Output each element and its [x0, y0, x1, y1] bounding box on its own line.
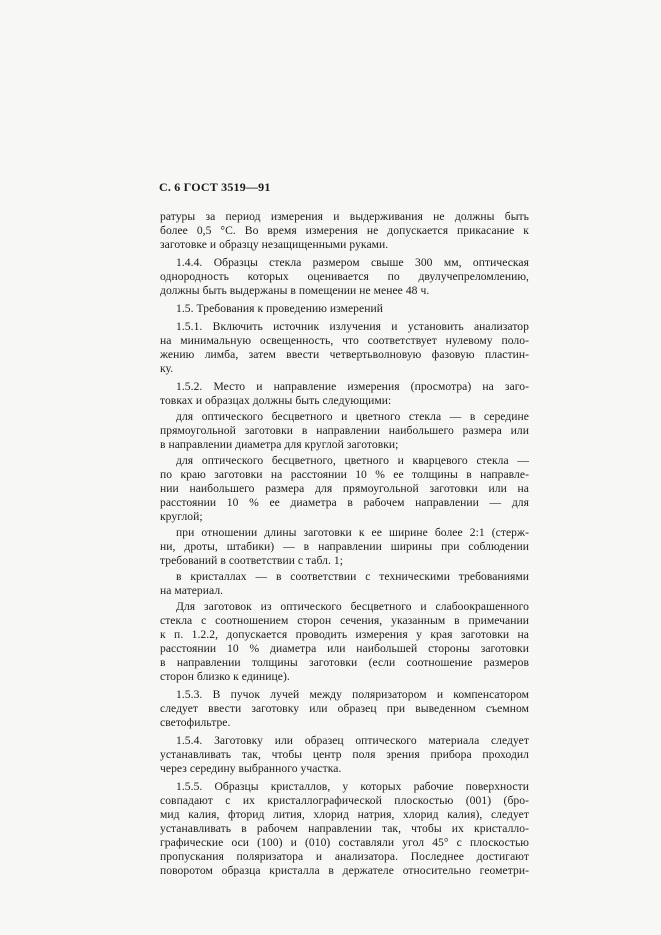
text-line: поворотом образца кристалла в держателе относительно геометри- [160, 864, 529, 877]
text-line: жению лимба, затем ввести четвертьволновую фазовую пластин- [160, 348, 529, 361]
text-line: нии наибольшего размера для прямоугольной заготовки или на [160, 482, 529, 495]
text-line: в направлении диаметра для круглой заготовки; [160, 438, 399, 451]
text-line: по краю заготовки на расстоянии 10 % ее толщины в направле- [160, 468, 529, 481]
text-line: однородность которых оценивается по двулучепреломлению, [160, 270, 529, 283]
text-line: более 0,5 °С. Во время измерения не допускается прикасание к [160, 224, 529, 237]
text-line: устанавливать в рабочем направлении так, чтобы их кристалло- [160, 822, 529, 835]
text-line: следует ввести заготовку или образец при выведенном съемном [160, 702, 529, 715]
text-line: мид калия, фторид лития, хлорид натрия, хлорид калия), следует [160, 808, 529, 821]
text-line: требований в соответствии с табл. 1; [160, 554, 344, 567]
text-line: заготовке и образцу незащищенными руками. [160, 238, 389, 251]
text-line: ни, дроты, штабики) — в направлении ширины при соблюдении [160, 540, 529, 553]
text-line: ку. [160, 362, 174, 375]
text-line: устанавливать так, чтобы центр поля зрения прибора проходил [160, 748, 529, 761]
text-line: на минимальную освещенность, что соответствует нулевому поло- [160, 334, 529, 347]
text-line: 1.5.4. Заготовку или образец оптического материала следует [176, 734, 529, 747]
text-line: пропускания поляризатора и анализатора. Последнее достигают [160, 850, 529, 863]
text-line: совпадают с их кристаллографической плоскостью (001) (бро- [160, 794, 529, 807]
text-line: прямоугольной заготовки в направлении наибольшего размера или [160, 424, 529, 437]
text-line: круглой; [160, 510, 203, 523]
text-line: при отношении длины заготовки к ее ширине более 2:1 (стерж- [176, 526, 529, 539]
text-line: 1.5.2. Место и направление измерения (просмотра) на заго- [176, 380, 529, 393]
text-line: для оптического бесцветного, цветного и кварцевого стекла — [176, 454, 529, 467]
text-line: графические оси (100) и (010) составляли угол 45° с плоскостью [160, 836, 529, 849]
page-header: С. 6 ГОСТ 3519—91 [159, 180, 271, 194]
text-line: в кристаллах — в соответствии с техническими требованиями [176, 570, 529, 583]
text-line: светофильтре. [160, 716, 231, 729]
text-line: в направлении толщины заготовки (если соотношение размеров [160, 656, 529, 669]
text-line: через середину выбранного участка. [160, 762, 342, 775]
text-line: расстоянии 10 % диаметра или наибольшей стороны заготовки [160, 642, 529, 655]
text-line: 1.5. Требования к проведению измерений [176, 302, 383, 315]
text-line: 1.5.1. Включить источник излучения и установить анализатор [176, 320, 529, 333]
text-line: ратуры за период измерения и выдерживания не должны быть [160, 210, 529, 223]
text-line: 1.5.3. В пучок лучей между поляризатором и компенсатором [176, 688, 529, 701]
text-line: Для заготовок из оптического бесцветного и слабоокрашенного [176, 600, 529, 613]
text-line: 1.5.5. Образцы кристаллов, у которых рабочие поверхности [176, 780, 529, 793]
text-line: стекла с соотношением сторон сечения, указанным в примечании [160, 614, 529, 627]
text-line: на материал. [160, 584, 224, 597]
text-line: 1.4.4. Образцы стекла размером свыше 300 мм, оптическая [176, 256, 529, 269]
text-line: расстоянии 10 % ее диаметра в рабочем направлении — для [160, 496, 529, 509]
text-line: сторон близко к единице). [160, 670, 290, 683]
text-line: товках и образцах должны быть следующими: [160, 394, 392, 407]
text-line: для оптического бесцветного и цветного стекла — в середине [176, 410, 529, 423]
text-line: к п. 1.2.2, допускается проводить измерения у края заготовки на [160, 628, 529, 641]
text-line: должны быть выдержаны в помещении не менее 48 ч. [160, 284, 430, 297]
